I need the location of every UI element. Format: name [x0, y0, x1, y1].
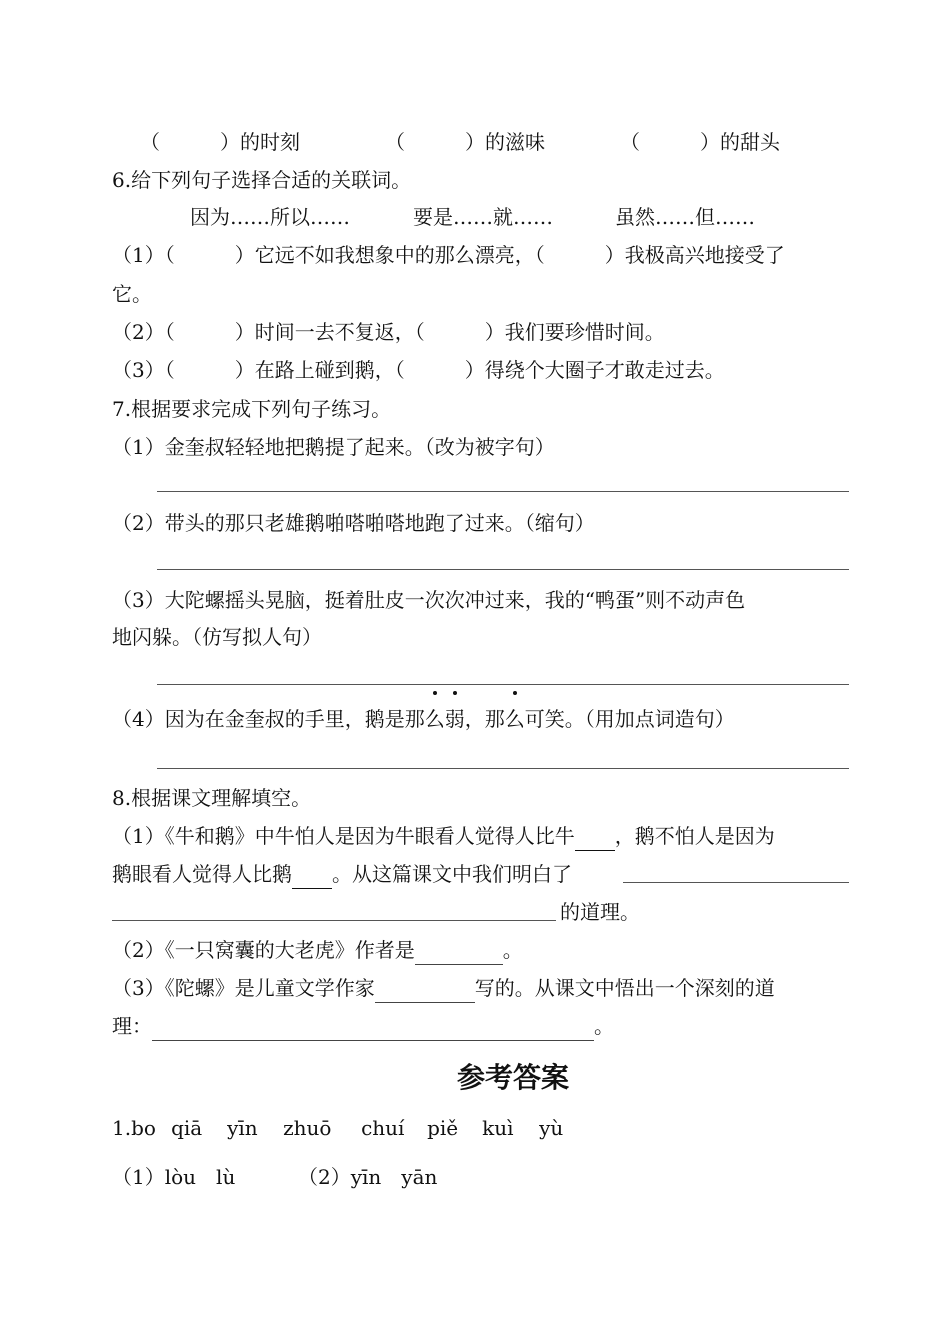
- answers-title: 参考答案: [456, 1061, 569, 1094]
- q8-item-1-line-1: [112, 822, 775, 851]
- answers-sub-2: （2）yīn yān: [298, 1165, 438, 1189]
- q6-item-3-part-a: （ ）在路上碰到鹅，: [164, 358, 395, 382]
- q6-item-3: [112, 356, 725, 384]
- q8-item-1-text-d: 。从这篇课文中我们明白了: [332, 862, 572, 886]
- q6-item-1-continued: 它。: [112, 282, 152, 306]
- q8-item-1-line-2: [112, 860, 572, 889]
- pinyin-6: piě: [427, 1116, 459, 1140]
- q7-item-4-text-1: （4）因为在金奎叔的手里，鹅是那: [112, 707, 425, 731]
- q5-blank-1: （ ）的时刻: [140, 130, 300, 154]
- q6-item-1: [112, 241, 785, 269]
- q6-item-2-part-b: （ ）我们要珍惜时间。: [414, 320, 665, 344]
- q6-heading: 6.给下列句子选择合适的关联词。: [112, 168, 412, 192]
- q7-item-1: （1）金奎叔轻轻地把鹅提了起来。（改为被字句）: [112, 435, 555, 459]
- q8-fill-blank-author[interactable]: [415, 936, 503, 965]
- answers-item-1-num: 1.: [112, 1116, 132, 1140]
- q8-fill-blank-writer[interactable]: [375, 974, 475, 1003]
- q8-fill-blank-lesson[interactable]: [152, 1012, 594, 1041]
- q7-item-4-dotted-char-2: 弱: [444, 707, 465, 731]
- pinyin-3: yīn: [227, 1116, 258, 1140]
- q6-option-2: 要是……就……: [413, 205, 553, 229]
- pinyin-4: zhuō: [283, 1116, 332, 1140]
- q8-fill-line-4[interactable]: [112, 920, 556, 921]
- q8-fill-line-3[interactable]: [623, 882, 849, 883]
- q6-item-2: [112, 318, 665, 346]
- q8-item-2: [112, 936, 523, 965]
- q7-item-4-text-3: 可笑。（用加点词造句）: [524, 707, 735, 731]
- q8-item-2-text-a: （2）《一只窝囊的大老虎》作者是: [112, 938, 415, 962]
- q7-item-4-dotted-char-1: 么: [424, 707, 445, 731]
- q7-answer-line-3[interactable]: [157, 684, 849, 685]
- q7-item-4-dotted-char-3: 么: [504, 707, 525, 731]
- q8-item-1-text-c: 鹅眼看人觉得人比鹅: [112, 862, 292, 886]
- answers-sub-1: （1）lòu lù: [112, 1165, 236, 1189]
- q7-item-2: （2）带头的那只老雄鹅啪嗒啪嗒地跑了过来。（缩句）: [112, 511, 595, 535]
- pinyin-5: chuí: [361, 1116, 405, 1140]
- q6-option-3: 虽然……但……: [615, 205, 755, 229]
- q8-item-3-text-a: （3）《陀螺》是儿童文学作家: [112, 976, 375, 1000]
- q6-item-1-part-a: （ ）它远不如我想象中的那么漂亮，: [164, 243, 535, 267]
- q7-item-3-line-2: 地闪躲。（仿写拟人句）: [112, 625, 322, 649]
- q8-item-3-line-2: [112, 1012, 614, 1041]
- q8-item-3-line-1: [112, 974, 775, 1003]
- q6-item-2-part-a: （ ）时间一去不复返，: [164, 320, 415, 344]
- pinyin-7: kuì: [482, 1116, 514, 1140]
- q6-item-3-part-b: （ ）得绕个大圈子才敢走过去。: [394, 358, 725, 382]
- pinyin-1: bo: [131, 1116, 156, 1140]
- q7-item-4: [112, 705, 735, 733]
- q7-answer-line-2[interactable]: [157, 569, 849, 570]
- q6-item-2-num: （2）: [112, 320, 165, 344]
- q5-blank-2: （ ）的滋味: [385, 130, 545, 154]
- q8-fill-blank-1[interactable]: [575, 822, 615, 851]
- q6-item-1-num: （1）: [112, 243, 165, 267]
- q8-item-2-text-b: 。: [502, 938, 523, 962]
- answers-item-1: [112, 1114, 563, 1142]
- pinyin-8: yù: [539, 1116, 564, 1140]
- q7-answer-line-4[interactable]: [157, 768, 849, 769]
- q6-item-3-num: （3）: [112, 358, 165, 382]
- q8-item-3-text-d: 。: [594, 1014, 614, 1038]
- q6-item-1-part-b: （ ）我极高兴地接受了: [534, 243, 785, 267]
- q6-option-1: 因为……所以……: [190, 205, 350, 229]
- pinyin-2: qiā: [171, 1116, 203, 1140]
- q7-answer-line-1[interactable]: [157, 491, 849, 492]
- q8-fill-blank-2[interactable]: [292, 860, 332, 889]
- q5-blank-3: （ ）的甜头: [620, 130, 780, 154]
- q7-item-3-line-1: （3）大陀螺摇头晃脑，挺着肚皮一次次冲过来，我的“鸭蛋”则不动声色: [112, 588, 746, 612]
- q8-heading: 8.根据课文理解填空。: [112, 786, 312, 810]
- q7-heading: 7.根据要求完成下列句子练习。: [112, 397, 392, 421]
- q8-item-1-text-b: ，鹅不怕人是因为: [614, 824, 775, 848]
- q8-item-1-text-a: （1）《牛和鹅》中牛怕人是因为牛眼看人觉得人比牛: [112, 824, 575, 848]
- q8-item-1-line-3: 的道理。: [560, 900, 640, 924]
- q7-item-4-text-2: ，那: [464, 707, 505, 731]
- q8-item-3-text-c: 理：: [112, 1014, 152, 1038]
- q8-item-3-text-b: 写的。从课文中悟出一个深刻的道: [474, 976, 775, 1000]
